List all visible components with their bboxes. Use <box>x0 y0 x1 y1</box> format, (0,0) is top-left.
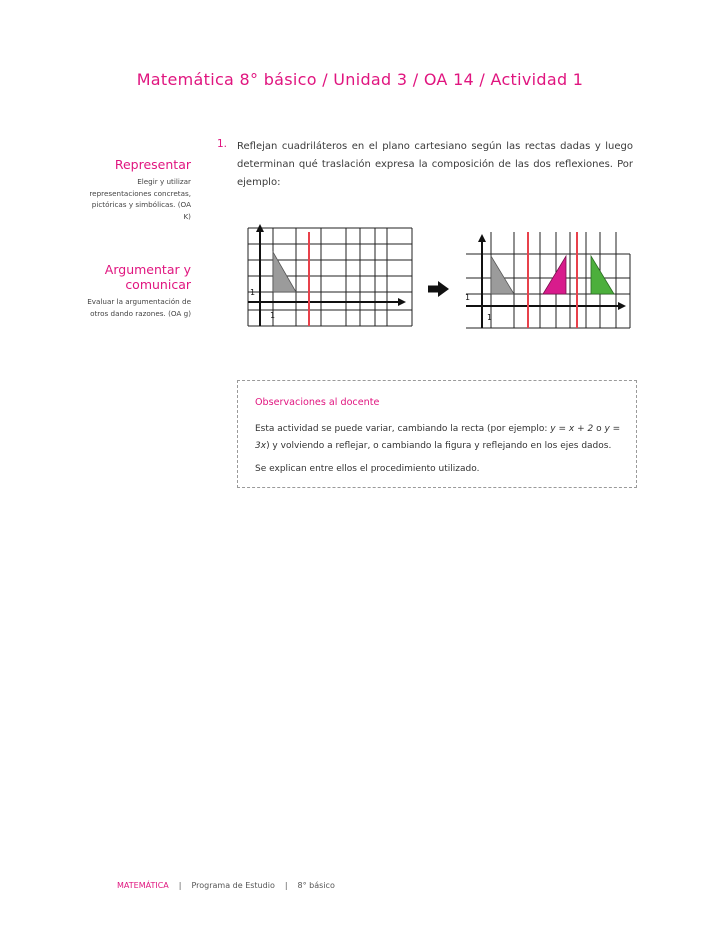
notes-text: ) y volviendo a reflejar, o cambiando la figura y reflejando en los ejes dados. <box>266 441 612 451</box>
footer-brand: MATEMÁTICA <box>117 881 169 890</box>
activity-number: 1. <box>217 138 228 150</box>
page-title: Matemática 8° básico / Unidad 3 / OA 14 / Actividad 1 <box>136 70 584 89</box>
gray-triangle <box>491 256 514 294</box>
skill-heading: Representar <box>114 157 191 172</box>
skill-heading: Argumentar y comunicar <box>104 262 191 292</box>
equation-1: y = x + 2 <box>550 424 594 434</box>
activity-text: Reflejan cuadriláteros en el plano cartesiano según las rectas dadas y luego determinan qué traslación expresa la composición de las dos reflexiones. Por ejemplo: <box>237 141 633 188</box>
green-triangle <box>591 256 614 294</box>
x-unit-label: 1 <box>270 311 276 320</box>
left-cartesian-figure <box>240 222 416 334</box>
y-unit-label: 1 <box>465 293 471 302</box>
teacher-notes-paragraph-2: Se explican entre ellos el procedimiento utilizado. <box>255 464 480 474</box>
right-cartesian-figure <box>462 230 634 334</box>
x-axis-arrow <box>398 298 406 306</box>
footer-divider: | <box>284 881 288 890</box>
skill-description: Elegir y utilizar representaciones concretas, pictóricas y simbólicas. (OA K) <box>89 177 191 221</box>
footer-program: Programa de Estudio <box>191 881 275 890</box>
skill-representar <box>84 157 191 222</box>
skill-description: Evaluar la argumentación de otros dando razones. (OA g) <box>87 297 191 318</box>
y-unit-label: 1 <box>250 288 256 297</box>
teacher-notes-title: Observaciones al docente <box>255 397 380 408</box>
x-unit-label: 1 <box>487 313 493 322</box>
equation-2: y = 3x <box>255 424 621 451</box>
page-footer <box>117 881 335 890</box>
x-axis-arrow <box>618 302 626 310</box>
gray-triangle <box>273 252 296 292</box>
teacher-notes-paragraph <box>255 421 625 455</box>
skill-argumentar <box>84 262 191 319</box>
y-axis-arrow <box>478 234 486 242</box>
arrow-right-icon <box>428 281 450 297</box>
teacher-notes-box <box>237 380 637 488</box>
magenta-triangle <box>543 256 566 294</box>
notes-text: o <box>593 424 605 434</box>
footer-divider: | <box>178 881 182 890</box>
notes-text: Esta actividad se puede variar, cambiando la recta (por ejemplo: <box>255 424 551 434</box>
footer-grade: 8° básico <box>297 881 335 890</box>
